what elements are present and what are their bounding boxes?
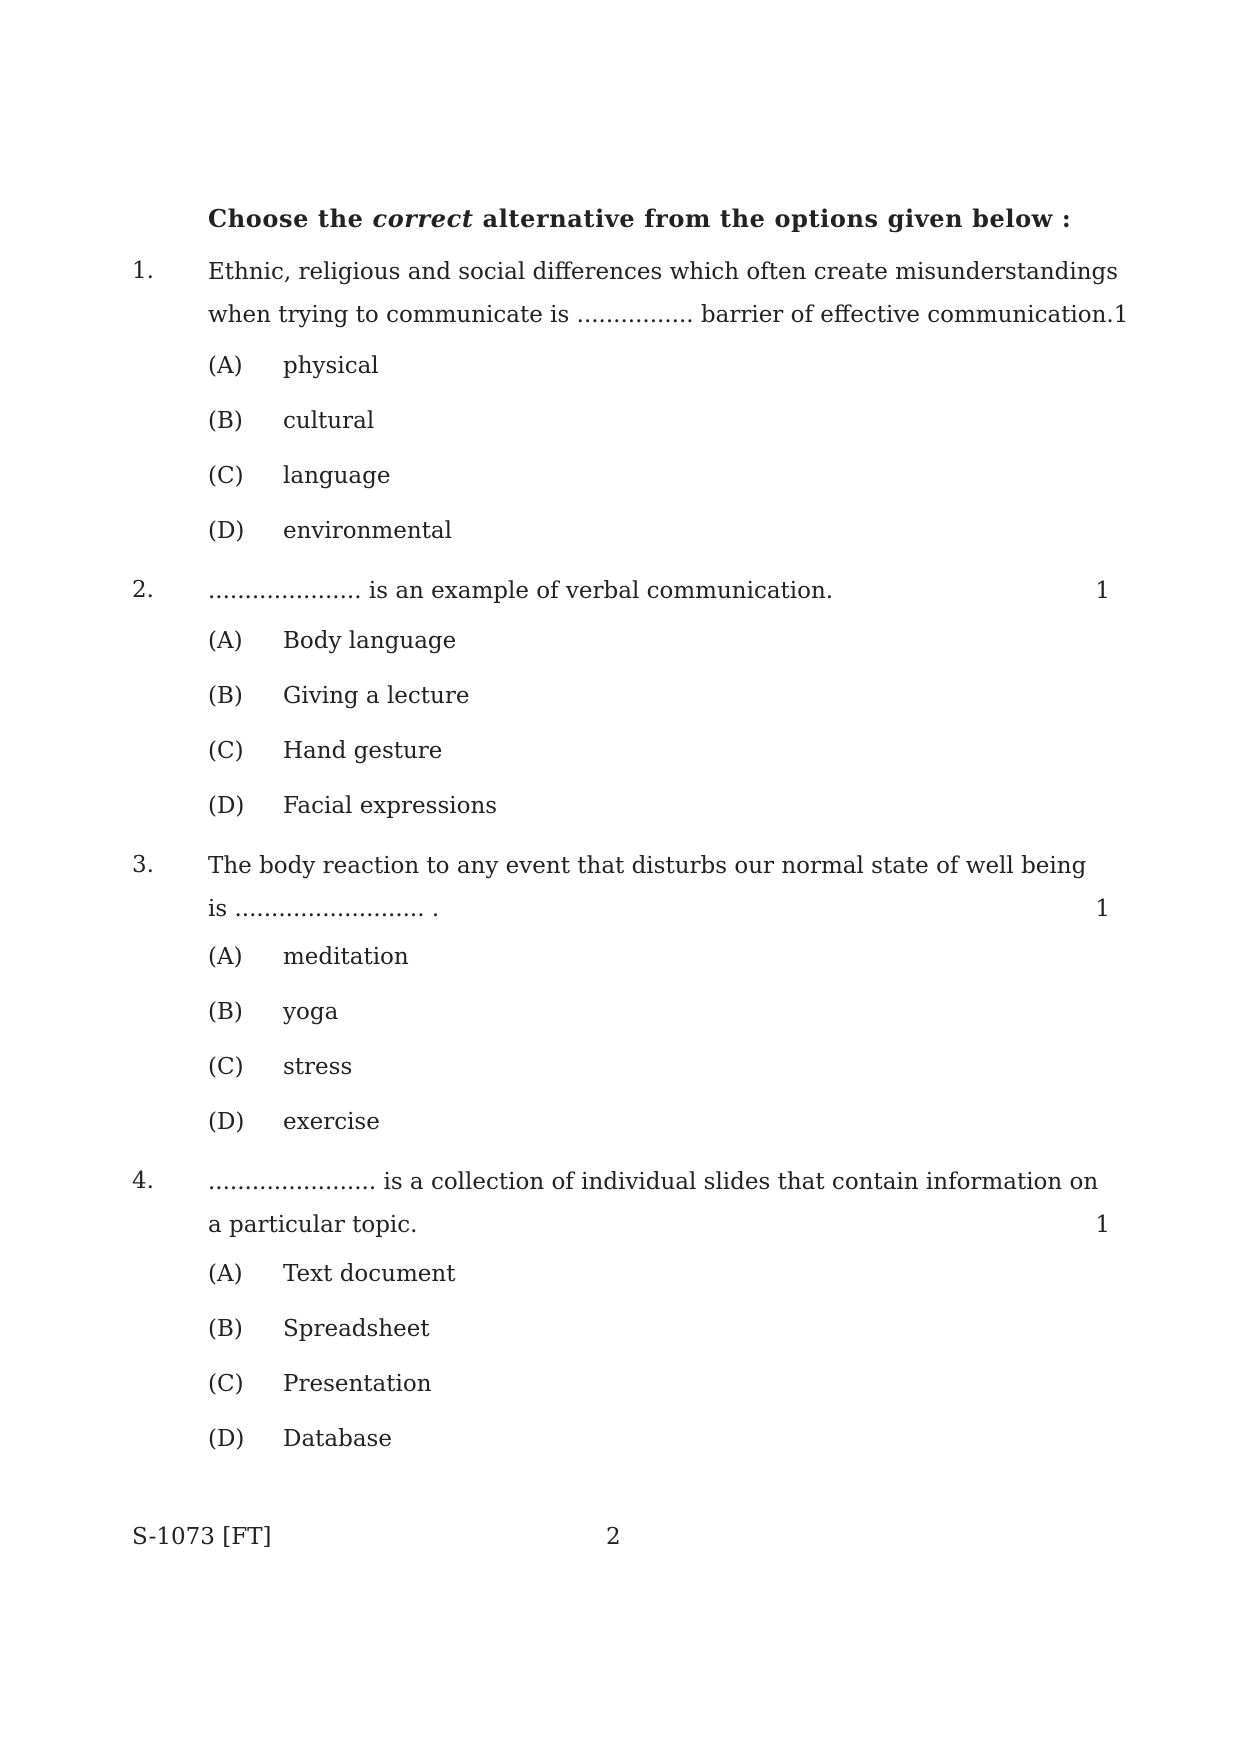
option-text: Giving a lecture [283,683,470,709]
question-3-line-2-text: is .......................... . [208,896,440,922]
option-text: yoga [283,999,339,1025]
page-number: 2 [606,1524,621,1550]
question-2-line-1-text: ..................... is an example of verbal communication. [208,578,834,604]
option-label: (A) [208,1261,243,1287]
question-3-text [208,845,1110,931]
option-text: cultural [283,408,375,434]
question-1-option-a[interactable] [208,353,379,379]
question-4-option-d[interactable] [208,1426,392,1452]
option-label: (D) [208,518,245,544]
option-label: (B) [208,1316,243,1342]
question-3-line-2 [208,888,1110,931]
option-text: Hand gesture [283,738,443,764]
question-2-number: 2. [132,577,154,603]
option-label: (A) [208,944,243,970]
option-text: Database [283,1426,392,1452]
question-3-option-d[interactable] [208,1109,380,1135]
paper-code: S-1073 [FT] [132,1524,272,1550]
question-1-text [208,251,1129,337]
option-label: (D) [208,793,245,819]
option-label: (B) [208,683,243,709]
question-2-line-1 [208,570,1110,613]
question-4-option-a[interactable] [208,1261,455,1287]
option-text: Facial expressions [283,793,498,819]
question-3-line-1 [208,845,1110,888]
option-label: (D) [208,1426,245,1452]
option-label: (B) [208,408,243,434]
question-1-option-c[interactable] [208,463,390,489]
option-text: Spreadsheet [283,1316,430,1342]
question-2-text [208,570,1110,613]
question-3-option-b[interactable] [208,999,338,1025]
instruction-emphasis: correct [372,204,474,233]
question-1-line-2 [208,294,1129,337]
question-1-marks: 1 [1113,302,1129,328]
question-3-number: 3. [132,852,154,878]
question-4-option-c[interactable] [208,1371,432,1397]
instruction-heading [208,204,1083,233]
question-2-option-a[interactable] [208,628,456,654]
option-text: physical [283,353,379,379]
question-1-line-2-text: when trying to communicate is ................ barrier of effective communication. [208,302,1114,328]
option-label: (A) [208,628,243,654]
question-2-option-c[interactable] [208,738,442,764]
option-text: Presentation [283,1371,432,1397]
option-text: stress [283,1054,353,1080]
question-3-marks: 1 [1095,896,1110,922]
option-label: (D) [208,1109,245,1135]
question-2-option-d[interactable] [208,793,497,819]
option-text: meditation [283,944,409,970]
question-2-marks: 1 [1095,578,1110,604]
option-label: (A) [208,353,243,379]
option-label: (C) [208,1371,244,1397]
question-2-option-b[interactable] [208,683,469,709]
option-label: (C) [208,1054,244,1080]
instruction-part2: alternative from the options given below : [482,204,1072,233]
question-4-line-1 [208,1161,1110,1204]
question-4-marks: 1 [1095,1212,1110,1238]
question-1-line-1 [208,251,1119,294]
question-3-option-c[interactable] [208,1054,352,1080]
option-text: language [283,463,391,489]
question-4-text [208,1161,1110,1247]
question-4-line-1-text: ....................... is a collection of individual slides that contain information on [208,1169,1099,1195]
question-1-option-b[interactable] [208,408,374,434]
question-1-line-1-text: Ethnic, religious and social differences which often create misunderstandings [208,259,1119,285]
option-text: exercise [283,1109,380,1135]
question-4-number: 4. [132,1168,154,1194]
option-label: (C) [208,463,244,489]
question-1-option-d[interactable] [208,518,452,544]
option-text: environmental [283,518,452,544]
option-text: Body language [283,628,457,654]
option-label: (C) [208,738,244,764]
question-4-line-2-text: a particular topic. [208,1212,418,1238]
question-3-line-1-text: The body reaction to any event that disturbs our normal state of well being [208,853,1087,879]
option-text: Text document [283,1261,456,1287]
question-3-option-a[interactable] [208,944,409,970]
question-1-number: 1. [132,258,154,284]
instruction-part1: Choose the [208,204,364,233]
question-4-line-2 [208,1204,1110,1247]
question-4-option-b[interactable] [208,1316,430,1342]
option-label: (B) [208,999,243,1025]
